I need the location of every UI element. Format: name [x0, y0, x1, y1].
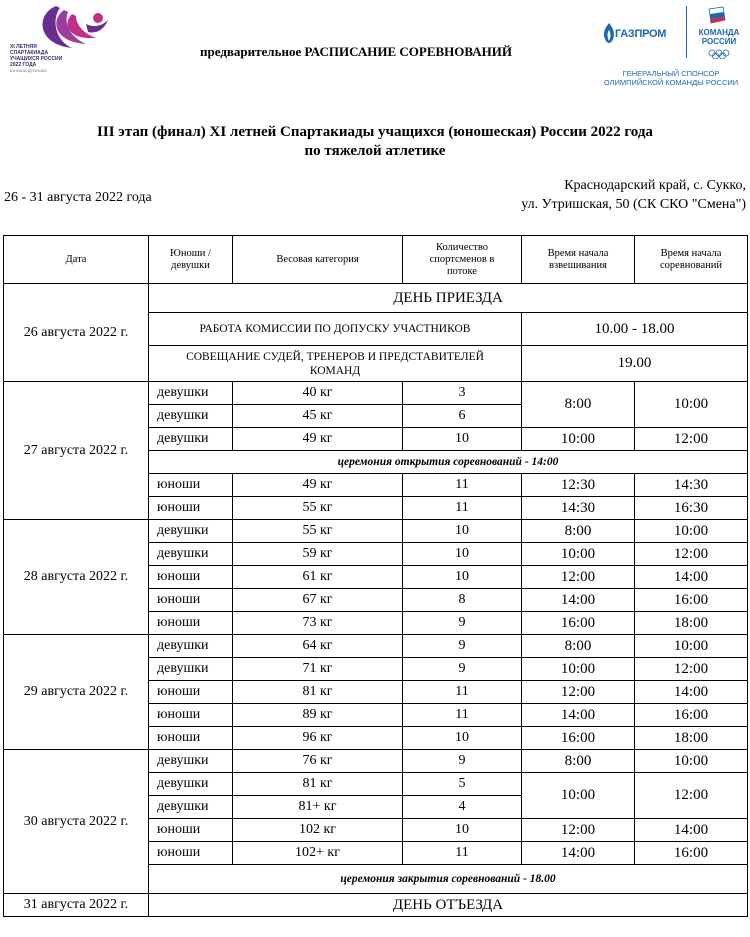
sponsor-line: ГЕНЕРАЛЬНЫЙ СПОНСОР [622, 69, 720, 78]
header-gender [149, 236, 233, 284]
gender-cell: юноши [149, 474, 233, 497]
sponsor-line: ОЛИМПИЙСКОЙ КОМАНДЫ РОССИИ [603, 78, 739, 87]
table-row [4, 894, 748, 917]
gender-cell: девушки [149, 750, 233, 773]
weight-cell: 49 кг [233, 428, 403, 451]
count-cell: 9 [403, 635, 522, 658]
gender-cell: юноши [149, 589, 233, 612]
document-heading: предварительное РАСПИСАНИЕ СОРЕВНОВАНИЙ [200, 44, 512, 59]
gender-cell: девушки [149, 658, 233, 681]
weight-cell: 45 кг [233, 405, 403, 428]
team-russia-logo [691, 6, 747, 66]
header-text: спортсменов в [429, 253, 495, 265]
table-row [4, 520, 748, 543]
gender-cell: девушки [149, 635, 233, 658]
start-time-cell: 16:00 [635, 842, 748, 865]
meeting-time: 19.00 [522, 346, 748, 382]
gender-cell: девушки [149, 796, 233, 819]
header-weight: Весовая категория [233, 236, 403, 284]
count-cell: 10 [403, 428, 522, 451]
gender-cell: девушки [149, 382, 233, 405]
table-row [4, 635, 748, 658]
weigh-time-cell: 8:00 [522, 520, 635, 543]
gazprom-wordmark: ГАЗПРОМ [615, 28, 667, 40]
weight-cell: 55 кг [233, 497, 403, 520]
start-time-cell: 12:00 [635, 773, 748, 819]
weigh-time-cell: 10:00 [522, 428, 635, 451]
gender-cell: девушки [149, 405, 233, 428]
gender-cell: юноши [149, 819, 233, 842]
count-cell: 5 [403, 773, 522, 796]
start-time-cell: 14:00 [635, 819, 748, 842]
weight-cell: 55 кг [233, 520, 403, 543]
count-cell: 6 [403, 405, 522, 428]
logo-caption-line: XI ЛЕТНЯЯ [10, 44, 37, 50]
logo-caption-small: ЮНОША-ДЕВУШКА [10, 68, 47, 73]
commission-cell: РАБОТА КОМИССИИ ПО ДОПУСКУ УЧАСТНИКОВ [149, 313, 522, 346]
weigh-time-cell: 14:00 [522, 589, 635, 612]
count-cell: 4 [403, 796, 522, 819]
event-venue [521, 176, 746, 214]
date-cell: 26 августа 2022 г. [4, 284, 149, 382]
header-date: Дата [4, 236, 149, 284]
weigh-time-cell: 12:00 [522, 566, 635, 589]
gender-cell: девушки [149, 428, 233, 451]
gender-cell: девушки [149, 773, 233, 796]
commission-time: 10.00 - 18.00 [522, 313, 748, 346]
sponsor-caption [595, 69, 747, 87]
header-text: соревнований [660, 259, 722, 271]
start-time-cell: 12:00 [635, 658, 748, 681]
start-time-cell: 10:00 [635, 635, 748, 658]
header-count [403, 236, 522, 284]
header-weigh-in [522, 236, 635, 284]
weight-cell: 96 кг [233, 727, 403, 750]
weigh-time-cell: 12:30 [522, 474, 635, 497]
count-cell: 11 [403, 474, 522, 497]
weigh-time-cell: 16:00 [522, 727, 635, 750]
start-time-cell: 10:00 [635, 520, 748, 543]
date-cell: 29 августа 2022 г. [4, 635, 149, 750]
logo-divider [686, 6, 687, 58]
team-name-line: РОССИИ [701, 37, 737, 46]
header-text: потоке [447, 265, 477, 277]
start-time-cell: 16:30 [635, 497, 748, 520]
header-start [635, 236, 748, 284]
count-cell: 10 [403, 819, 522, 842]
weigh-time-cell: 14:30 [522, 497, 635, 520]
weigh-time-cell: 16:00 [522, 612, 635, 635]
ceremony-cell: церемония открытия соревнований - 14:00 [149, 451, 748, 474]
start-time-cell: 10:00 [635, 750, 748, 773]
weight-cell: 89 кг [233, 704, 403, 727]
start-time-cell: 16:00 [635, 704, 748, 727]
table-row [4, 284, 748, 313]
gender-cell: девушки [149, 520, 233, 543]
start-time-cell: 14:00 [635, 681, 748, 704]
event-title-line2: по тяжелой атлетике [304, 143, 446, 159]
start-time-cell: 16:00 [635, 589, 748, 612]
weigh-time-cell: 14:00 [522, 704, 635, 727]
header-text: Юноши / [170, 247, 211, 259]
gender-cell: юноши [149, 704, 233, 727]
weight-cell: 64 кг [233, 635, 403, 658]
spartakiada-logo [8, 4, 118, 96]
weight-cell: 49 кг [233, 474, 403, 497]
meeting-cell [149, 346, 522, 382]
weight-cell: 102 кг [233, 819, 403, 842]
gender-cell: юноши [149, 727, 233, 750]
event-title-line1: III этап (финал) XI летней Спартакиады учащихся (юношеская) России 2022 года [97, 124, 653, 140]
meeting-line: КОМАНД [309, 364, 361, 377]
gender-cell: юноши [149, 566, 233, 589]
table-row [4, 750, 748, 773]
weigh-time-cell: 8:00 [522, 635, 635, 658]
weight-cell: 67 кг [233, 589, 403, 612]
event-dates: 26 - 31 августа 2022 года [4, 190, 152, 205]
table-row [4, 382, 748, 405]
date-cell: 31 августа 2022 г. [4, 894, 149, 917]
weigh-time-cell: 12:00 [522, 681, 635, 704]
venue-line: Краснодарский край, с. Сукко, [564, 178, 746, 193]
count-cell: 10 [403, 566, 522, 589]
date-cell: 28 августа 2022 г. [4, 520, 149, 635]
venue-line: ул. Утришская, 50 (СК СКО "Смена") [521, 197, 746, 212]
count-cell: 10 [403, 727, 522, 750]
start-time-cell: 14:30 [635, 474, 748, 497]
weight-cell: 40 кг [233, 382, 403, 405]
count-cell: 9 [403, 750, 522, 773]
count-cell: 11 [403, 842, 522, 865]
start-time-cell: 10:00 [635, 382, 748, 428]
gazprom-logo [601, 22, 685, 44]
ceremony-cell: церемония закрытия соревнований - 18.00 [149, 865, 748, 894]
weigh-time-cell: 10:00 [522, 543, 635, 566]
count-cell: 11 [403, 704, 522, 727]
weight-cell: 73 кг [233, 612, 403, 635]
weigh-time-cell: 8:00 [522, 382, 635, 428]
gender-cell: юноши [149, 612, 233, 635]
weigh-time-cell: 8:00 [522, 750, 635, 773]
weight-cell: 61 кг [233, 566, 403, 589]
weight-cell: 81+ кг [233, 796, 403, 819]
header-text: Время начала [660, 247, 722, 259]
weigh-time-cell: 10:00 [522, 658, 635, 681]
weight-cell: 71 кг [233, 658, 403, 681]
meeting-line: СОВЕЩАНИЕ СУДЕЙ, ТРЕНЕРОВ И ПРЕДСТАВИТЕЛЕЙ [186, 350, 484, 363]
count-cell: 8 [403, 589, 522, 612]
logo-caption-line: СПАРТАКИАДА [10, 50, 49, 56]
logo-caption-line: УЧАЩИХСЯ РОССИИ [10, 56, 63, 62]
count-cell: 9 [403, 612, 522, 635]
start-time-cell: 12:00 [635, 543, 748, 566]
header-text: Время начала [547, 247, 609, 259]
header-text: девушки [171, 259, 210, 271]
header-text: Количество [435, 241, 489, 253]
weight-cell: 81 кг [233, 773, 403, 796]
count-cell: 11 [403, 681, 522, 704]
olympic-rings-icon [707, 49, 731, 59]
count-cell: 9 [403, 658, 522, 681]
count-cell: 10 [403, 543, 522, 566]
arrival-cell: ДЕНЬ ПРИЕЗДА [149, 284, 748, 313]
weight-cell: 81 кг [233, 681, 403, 704]
schedule-table [3, 235, 748, 917]
team-flag-icon [705, 6, 727, 26]
gender-cell: юноши [149, 842, 233, 865]
header-text: взвешивания [549, 259, 607, 271]
sponsor-block [595, 4, 747, 94]
gender-cell: юноши [149, 497, 233, 520]
start-time-cell: 12:00 [635, 428, 748, 451]
logo-caption-line: 2022 ГОДА [10, 62, 37, 68]
team-name-line: КОМАНДА [698, 28, 740, 37]
table-header-row [4, 236, 748, 284]
weight-cell: 102+ кг [233, 842, 403, 865]
weight-cell: 59 кг [233, 543, 403, 566]
weigh-time-cell: 12:00 [522, 819, 635, 842]
weigh-time-cell: 14:00 [522, 842, 635, 865]
date-cell: 27 августа 2022 г. [4, 382, 149, 520]
gender-cell: юноши [149, 681, 233, 704]
weigh-time-cell: 10:00 [522, 773, 635, 819]
departure-cell: ДЕНЬ ОТЪЕЗДА [149, 894, 748, 917]
start-time-cell: 14:00 [635, 566, 748, 589]
count-cell: 11 [403, 497, 522, 520]
gender-cell: девушки [149, 543, 233, 566]
date-cell: 30 августа 2022 г. [4, 750, 149, 894]
count-cell: 3 [403, 382, 522, 405]
weight-cell: 76 кг [233, 750, 403, 773]
start-time-cell: 18:00 [635, 612, 748, 635]
count-cell: 10 [403, 520, 522, 543]
start-time-cell: 18:00 [635, 727, 748, 750]
